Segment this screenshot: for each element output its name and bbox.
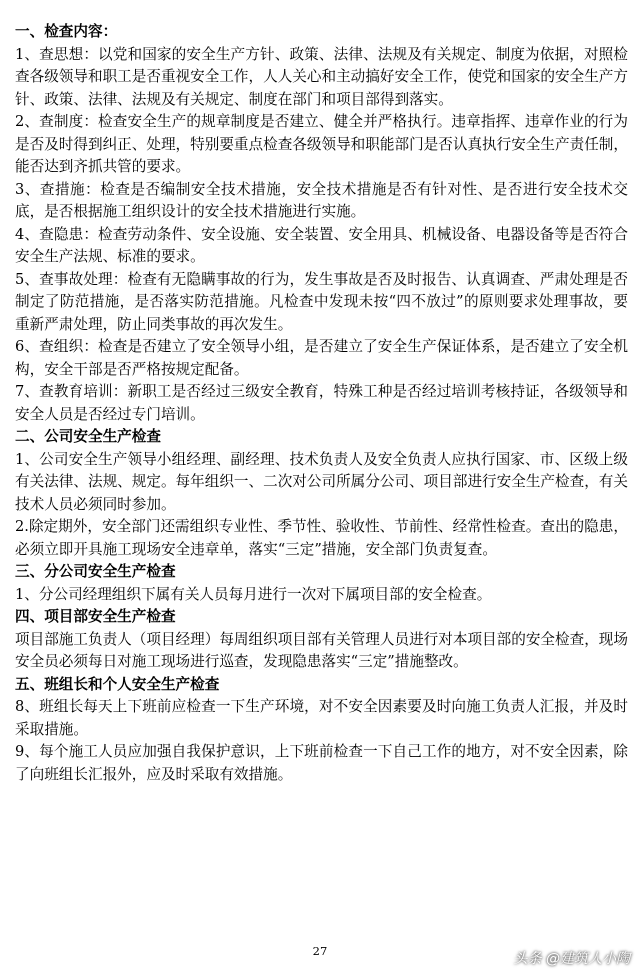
paragraph-team-leader: 8、班组长每天上下班前应检查一下生产环境，对不安全因素要及时向施工负责人汇报，并及时采取措施。 — [15, 698, 628, 738]
paragraph-check-training: 7、查教育培训：新职工是否经过三级安全教育，特殊工种是否经过培训考核持证，各级领导和安全人员是否经过专门培训。 — [15, 383, 628, 423]
section-heading-1: 一、检查内容： — [15, 23, 118, 40]
page-number: 27 — [312, 944, 328, 958]
paragraph-check-hazards: 4、查隐患：检查劳动条件、安全设施、安全装置、安全用具、机械设备、电器设备等是否符合安全生产法规、标准的要求。 — [15, 225, 628, 265]
paragraph-company-leadership: 1、公司安全生产领导小组经理、副经理、技术负责人及安全负责人应执行国家、市、区级上级有关法律、法规、规定。每年组织一、二次对公司所属分公司、项目部进行安全生产检查，有关技术人员必须同时参加。 — [15, 450, 628, 513]
paragraph-check-measures: 3、查措施：检查是否编制安全技术措施，安全技术措施是否有针对性、是否进行安全技术交底，是否根据施工组织设计的安全技术措施进行实施。 — [15, 180, 628, 220]
section-heading-3: 三、分公司安全生产检查 — [15, 563, 176, 580]
watermark-text: 头条 @建筑人小陶 — [513, 951, 630, 967]
section-heading-2: 二、公司安全生产检查 — [15, 428, 161, 445]
paragraph-branch-monthly: 1、分公司经理组织下属有关人员每月进行一次对下属项目部的安全检查。 — [15, 585, 492, 603]
paragraph-check-ideology: 1、查思想：以党和国家的安全生产方针、政策、法律、法规及有关规定、制度为依据，对照检查各级领导和职工是否重视安全工作，人人关心和主动搞好安全工作，使党和国家的安全生产方针、政策、法律、法规及有关规定、制度在部门和项目部得到落实。 — [15, 45, 628, 108]
watermark — [514, 948, 630, 968]
section-heading-5: 五、班组长和个人安全生产检查 — [15, 675, 220, 693]
section-heading-4: 四、项目部安全生产检查 — [15, 608, 176, 625]
document-body — [15, 21, 628, 786]
paragraph-project-weekly: 项目部施工负责人（项目经理）每周组织项目部有关管理人员进行对本项目部的安全检查，现场安全员必须每日对施工现场进行巡查，发现隐患落实“三定”措施整改。 — [15, 630, 628, 670]
paragraph-company-special-checks: 2.除定期外，安全部门还需组织专业性、季节性、验收性、节前性、经常性检查。查出的隐患，必须立即开具施工现场安全违章单，落实“三定”措施，安全部门负责复查。 — [15, 518, 628, 558]
paragraph-check-accidents: 5、查事故处理：检查有无隐瞒事故的行为，发生事故是否及时报告、认真调查、严肃处理是否制定了防范措施，是否落实防范措施。凡检查中发现未按“四不放过”的原则要求处理事故，要重新严肃处理，防止同类事故的再次发生。 — [15, 270, 628, 333]
paragraph-check-system: 2、查制度：检查安全生产的规章制度是否建立、健全并严格执行。违章指挥、违章作业的行为是否及时得到纠正、处理，特别要重点检查各级领导和职能部门是否认真执行安全生产责任制，能否达到齐抓共管的要求。 — [15, 113, 628, 175]
paragraph-individual-worker: 9、每个施工人员应加强自我保护意识，上下班前检查一下自己工作的地方，对不安全因素，除了向班组长汇报外，应及时采取有效措施。 — [15, 743, 628, 783]
paragraph-check-organization: 6、查组织：检查是否建立了安全领导小组，是否建立了安全生产保证体系，是否建立了安全机构，安全干部是否严格按规定配备。 — [15, 338, 628, 378]
